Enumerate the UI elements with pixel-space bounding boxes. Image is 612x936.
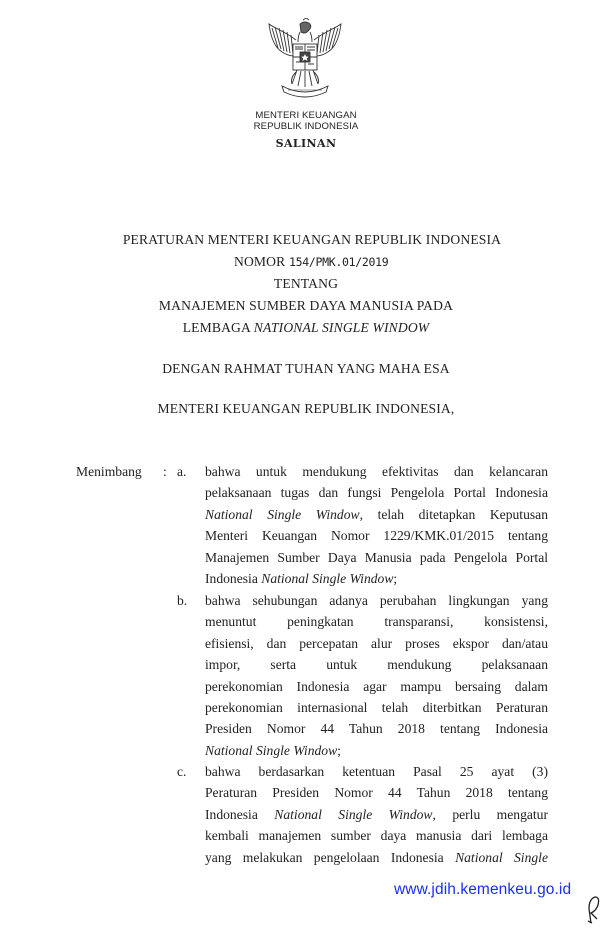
considering-item-a — [205, 461, 548, 589]
italic-term: National Single — [455, 849, 548, 865]
text-line — [205, 804, 548, 825]
text-line: bahwa untuk mendukung efektivitas dan kelancaran — [205, 464, 548, 479]
tentang-label: TENTANG — [273, 276, 339, 291]
text-fragment: Indonesia — [205, 570, 262, 586]
subject-line1: MANAJEMEN SUMBER DAYA MANUSIA PADA — [158, 298, 454, 313]
text-line — [205, 847, 548, 868]
considering-label: Menimbang — [76, 464, 142, 479]
italic-term: National Single Window — [274, 806, 433, 822]
ministry-name-line1: MENTERI KEUANGAN — [255, 110, 357, 121]
subject-line2 — [0, 320, 612, 336]
garuda-emblem-icon — [266, 18, 344, 100]
invocation: DENGAN RAHMAT TUHAN YANG MAHA ESA — [162, 361, 450, 376]
italic-term: National Single Window — [205, 742, 338, 758]
subject-line2-prefix: LEMBAGA — [182, 320, 254, 335]
text-line: Presiden Nomor 44 Tahun 2018 tentang Indonesia — [205, 721, 548, 737]
text-line: bahwa sehubungan adanya perubahan lingkungan yang — [205, 593, 548, 608]
copy-stamp: SALINAN — [275, 137, 337, 150]
text-line: perekonomian internasional telah diterbitkan Peraturan — [205, 699, 548, 715]
text-fragment: , perlu mengatur — [432, 806, 549, 822]
item-marker-b: b. — [177, 593, 188, 608]
italic-term: National Single Window — [205, 506, 360, 522]
text-line: menuntut peningkatan transparansi, konsistensi, — [205, 614, 548, 630]
text-line: Peraturan Presiden Nomor 44 Tahun 2018 tentang — [205, 785, 548, 801]
text-line: bahwa berdasarkan ketentuan Pasal 25 ayat (3) — [205, 764, 548, 779]
text-line: kembali manajemen sumber daya manusia dari lembaga — [205, 828, 548, 844]
text-fragment: Indonesia — [205, 806, 275, 822]
text-line — [205, 740, 548, 761]
text-line — [205, 504, 548, 525]
nomor-value: 154/PMK.01/2019 — [289, 255, 389, 269]
considering-colon: : — [163, 464, 167, 479]
issuer: MENTERI KEUANGAN REPUBLIK INDONESIA, — [157, 401, 455, 416]
text-line: impor, serta untuk mendukung pelaksanaan — [205, 657, 548, 673]
text-line: Menteri Keuangan Nomor 1229/KMK.01/2015 tentang — [205, 528, 548, 544]
text-fragment: ; — [393, 570, 398, 586]
text-fragment: , telah ditetapkan Keputusan — [359, 506, 548, 522]
item-marker-a: a. — [177, 464, 187, 479]
considering-item-c — [205, 761, 548, 868]
nomor-label: NOMOR — [234, 254, 286, 269]
text-line: Manajemen Sumber Daya Manusia pada Pengelola Portal — [205, 549, 548, 565]
text-line: perekonomian Indonesia agar mampu bersaing dalam — [205, 678, 548, 694]
text-fragment: ; — [337, 742, 341, 758]
regulation-title: PERATURAN MENTERI KEUANGAN REPUBLIK INDONESIA — [122, 232, 502, 247]
text-line — [205, 568, 548, 589]
ministry-name-line2: REPUBLIK INDONESIA — [253, 121, 359, 132]
paraf-signature-icon — [585, 893, 603, 925]
considering-item-b — [205, 590, 548, 761]
subject-line2-italic: NATIONAL SINGLE WINDOW — [253, 320, 430, 335]
italic-term: National Single Window — [261, 570, 394, 586]
text-line: efisiensi, dan percepatan alur proses ekspor dan/atau — [205, 635, 548, 651]
text-fragment: yang melakukan pengelolaan Indonesia — [205, 849, 456, 865]
text-line: pelaksanaan tugas dan fungsi Pengelola Portal Indonesia — [205, 485, 548, 501]
item-marker-c: c. — [177, 764, 187, 779]
jdih-website-link[interactable]: www.jdih.kemenkeu.go.id — [394, 881, 572, 898]
